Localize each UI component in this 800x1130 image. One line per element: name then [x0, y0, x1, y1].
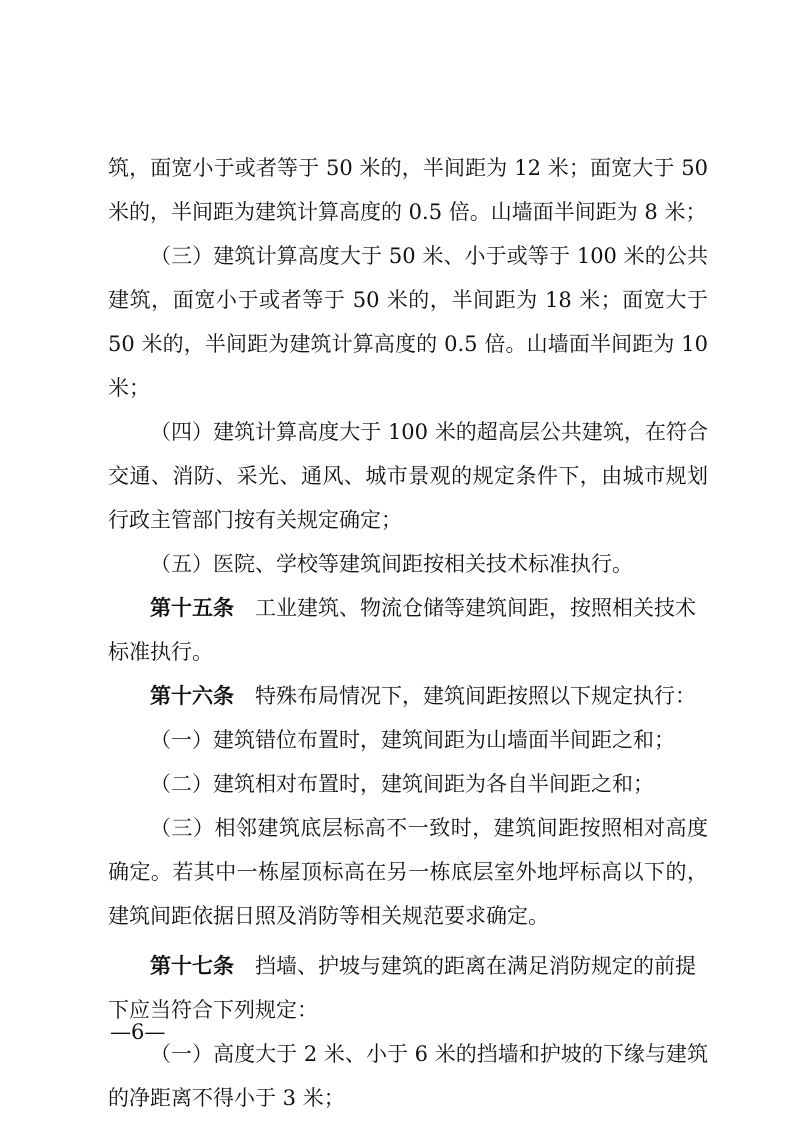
text-line: 交通、消防、采光、通风、城市景观的规定条件下，由城市规划	[108, 464, 708, 488]
text-line: （二）建筑相对布置时，建筑间距为各自半间距之和；	[150, 772, 654, 796]
text-line: 50 米的，半间距为建筑计算高度的 0.5 倍。山墙面半间距为 10	[108, 332, 708, 356]
text-line: 的净距离不得小于 3 米；	[108, 1086, 345, 1110]
text-line: 下应当符合下列规定：	[108, 998, 318, 1022]
text-line: （三）建筑计算高度大于 50 米、小于或等于 100 米的公共	[150, 244, 708, 268]
text-line: （三）相邻建筑底层标高不一致时，建筑间距按照相对高度	[150, 816, 708, 840]
article-heading: 第十七条	[150, 954, 234, 978]
article-heading: 第十五条	[150, 596, 234, 620]
article-text: 工业建筑、物流仓储等建筑间距，按照相关技术	[255, 596, 696, 620]
article-text: 特殊布局情况下，建筑间距按照以下规定执行：	[255, 684, 696, 708]
text-line: 建筑，面宽小于或者等于 50 米的，半间距为 18 米；面宽大于	[108, 288, 708, 312]
article-16-line	[108, 674, 708, 718]
article-heading: 第十六条	[150, 684, 234, 708]
text-line: 米的，半间距为建筑计算高度的 0.5 倍。山墙面半间距为 8 米；	[108, 200, 707, 224]
article-15-line	[108, 586, 708, 630]
article-text: 挡墙、护坡与建筑的距离在满足消防规定的前提	[255, 954, 696, 978]
text-line: 确定。若其中一栋屋顶标高在另一栋底层室外地坪标高以下的，	[108, 860, 708, 884]
page-number: —6—	[110, 1020, 166, 1044]
text-line: 行政主管部门按有关规定确定；	[108, 508, 402, 532]
text-line: （一）建筑错位布置时，建筑间距为山墙面半间距之和；	[150, 728, 675, 752]
text-line: 标准执行。	[108, 640, 213, 664]
article-17-line	[108, 944, 708, 988]
text-line: （五）医院、学校等建筑间距按相关技术标准执行。	[150, 552, 633, 576]
text-line: （四）建筑计算高度大于 100 米的超高层公共建筑，在符合	[150, 420, 708, 444]
text-line: 米；	[108, 376, 150, 400]
body-text	[108, 146, 708, 1120]
text-line: （一）高度大于 2 米、小于 6 米的挡墙和护坡的下缘与建筑	[150, 1042, 708, 1066]
text-line: 筑，面宽小于或者等于 50 米的，半间距为 12 米；面宽大于 50	[108, 156, 708, 180]
text-line: 建筑间距依据日照及消防等相关规范要求确定。	[108, 904, 549, 928]
